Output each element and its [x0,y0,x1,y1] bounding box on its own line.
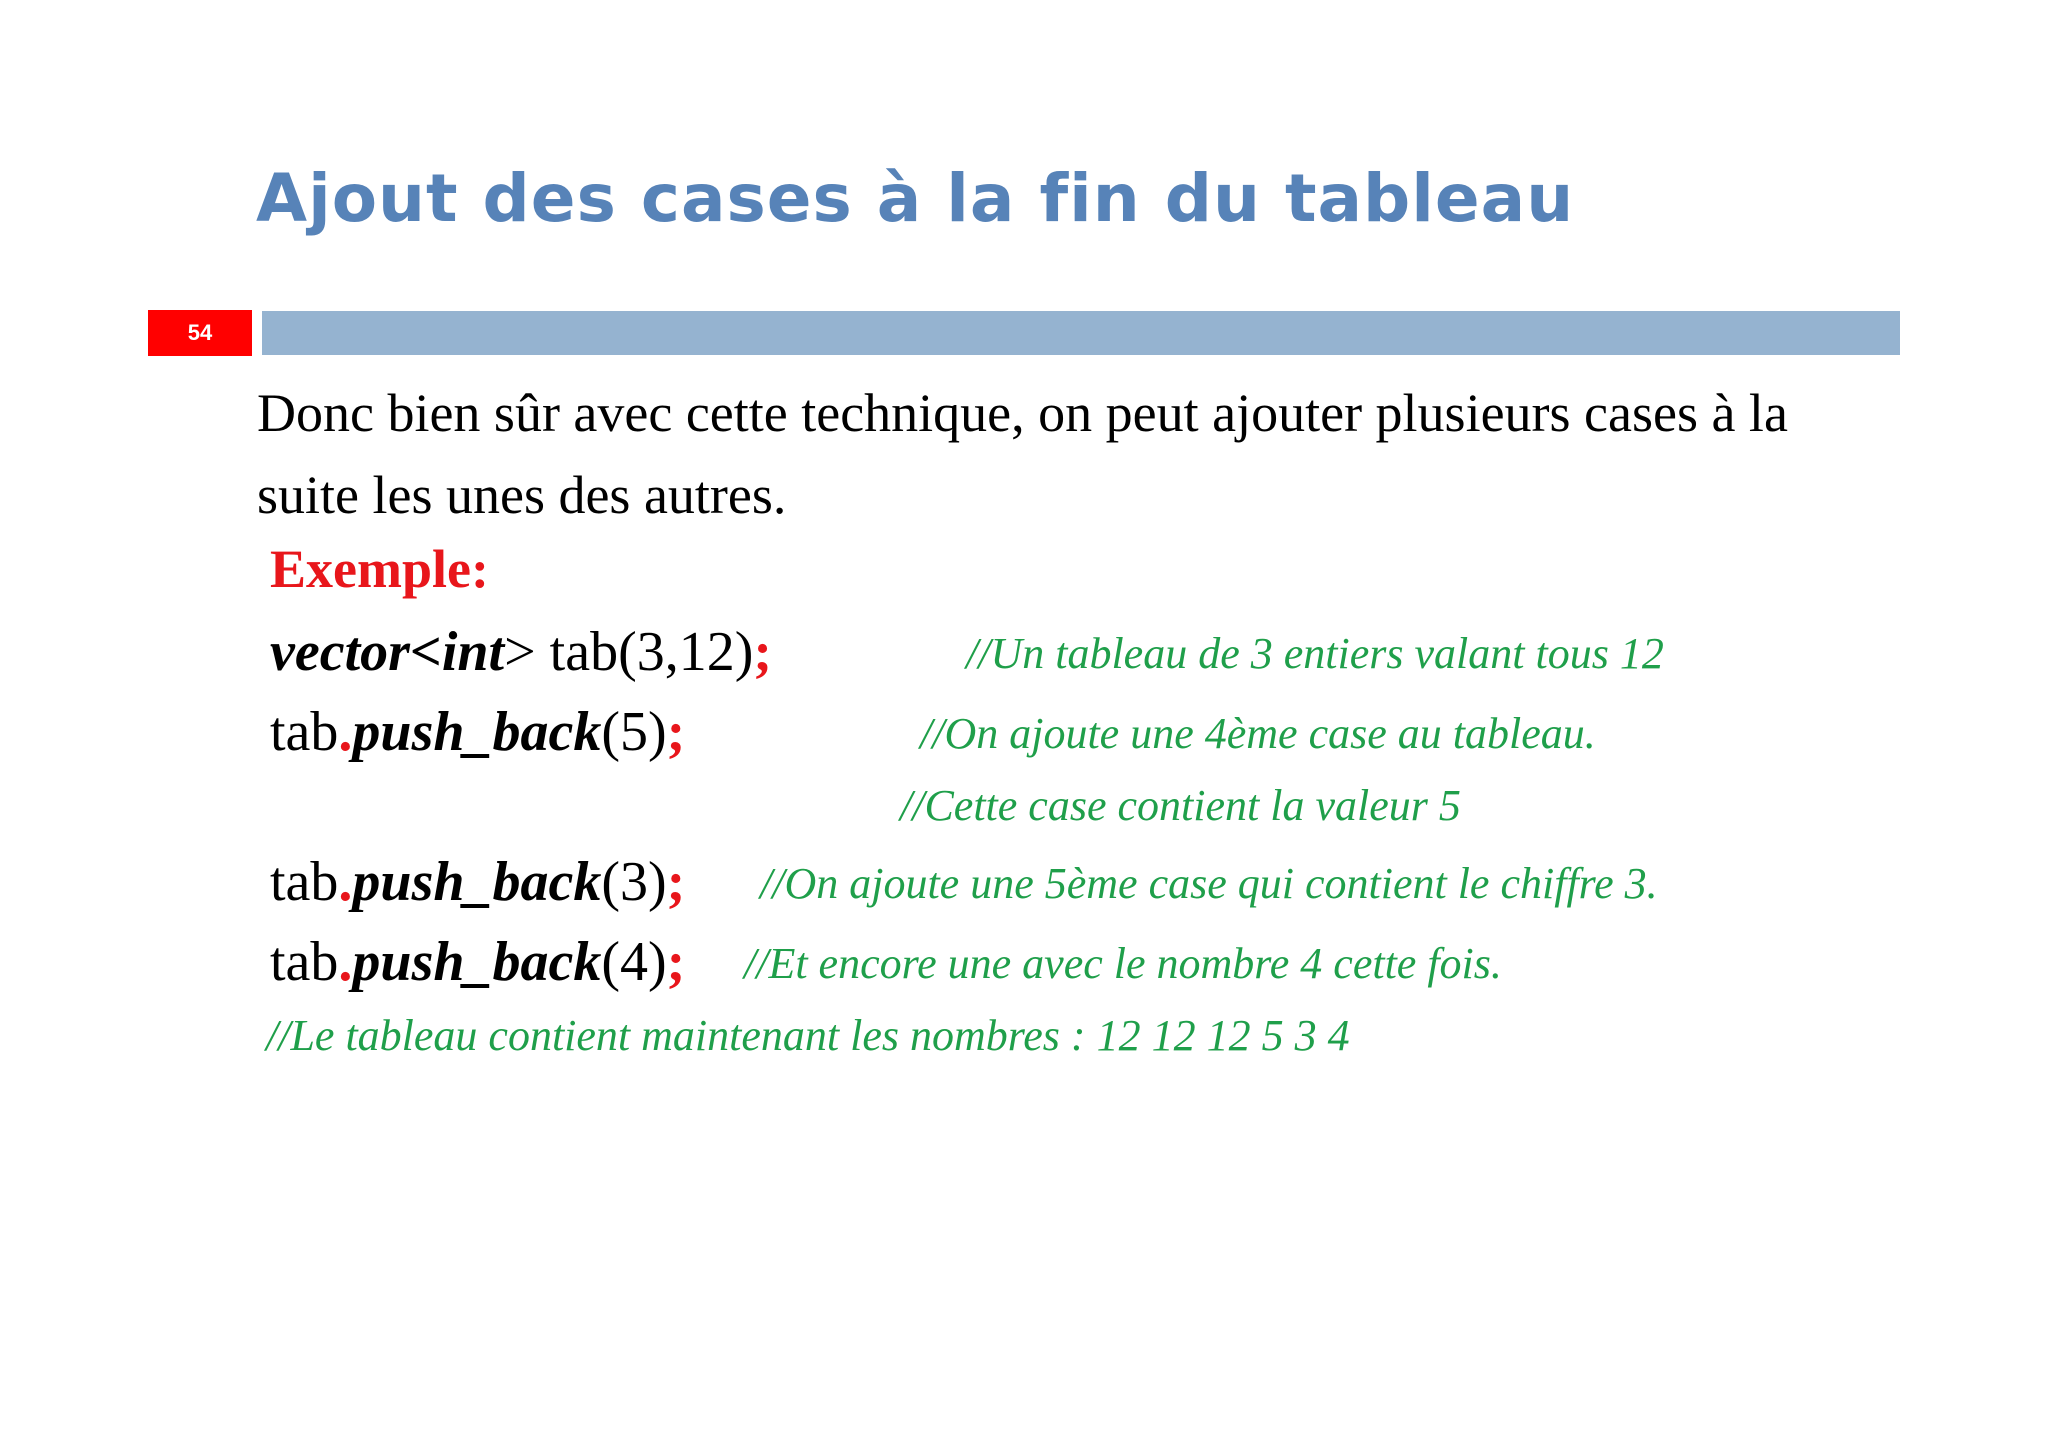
code-semicolon: ; [666,851,686,913]
code-line-2 [270,700,685,764]
code-method: push_back [352,701,602,763]
code-line-1 [270,620,772,684]
code-comment-4: //Et encore une avec le nombre 4 cette fois. [744,939,1502,988]
code-method: push_back [352,931,602,993]
code-comment-1: //Un tableau de 3 entiers valant tous 12 [966,629,1664,678]
code-object: tab [270,931,339,993]
page-number-badge: 54 [148,310,252,356]
code-comment-2: //On ajoute une 4ème case au tableau. [920,709,1596,758]
code-dot: . [338,701,353,763]
code-semicolon: ; [666,931,686,993]
code-line-4 [270,930,685,994]
code-semicolon: ; [753,621,773,683]
code-argument: (4) [601,931,667,993]
code-comment-2b: //Cette case contient la valeur 5 [900,781,1461,830]
example-label: Exemple: [270,539,489,599]
code-text: > tab(3,12) [504,621,754,683]
code-method: push_back [352,851,602,913]
code-keyword: vector<int [270,621,505,683]
code-object: tab [270,701,339,763]
title-divider-bar [262,311,1900,355]
code-argument: (5) [601,701,667,763]
code-dot: . [338,931,353,993]
slide-title: Ajout des cases à la fin du tableau [256,160,1575,237]
code-argument: (3) [601,851,667,913]
code-semicolon: ; [666,701,686,763]
intro-paragraph: Donc bien sûr avec cette technique, on peut ajouter plusieurs cases à la suite les unes des autres. [257,383,1788,525]
code-dot: . [338,851,353,913]
final-comment: //Le tableau contient maintenant les nombres : 12 12 12 5 3 4 [266,1011,1350,1060]
code-line-3 [270,850,685,914]
code-object: tab [270,851,339,913]
code-comment-3: //On ajoute une 5ème case qui contient le chiffre 3. [760,859,1658,908]
